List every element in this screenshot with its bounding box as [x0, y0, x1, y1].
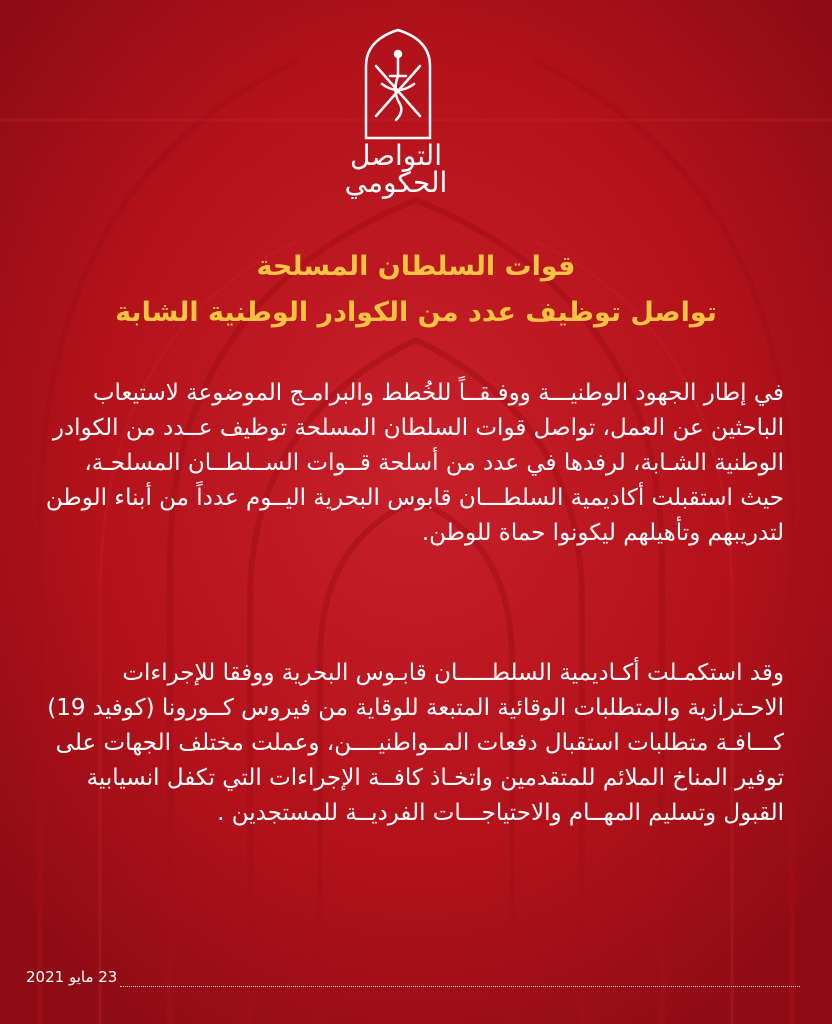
brand-name-line2: الحكومي	[344, 166, 448, 199]
headline-line1: قوات السلطان المسلحة	[256, 251, 576, 282]
oman-khanjar-emblem-icon	[362, 26, 434, 142]
brand-name-line1: التواصل	[350, 139, 442, 172]
footer-divider	[120, 986, 800, 987]
headline-line2: تواصل توظيف عدد من الكوادر الوطنية الشابة	[115, 297, 717, 328]
body-paragraph-1: في إطار الجهود الوطنيـــة ووفـقــاً للخُطط والبرامـج الموضوعة لاستيعاب الباحثين عن العمل، تواصل قوات السلطان المسلحة توظيف عــدد من الكوادر الوطنية الشـابة، لرفدها في عدد من أسلحة قــوات الســلطــان المسلحـة، حيث استقبلت أكاديمية السلطـــان قابوس البحرية اليــوم عدداً من أبناء الوطن لتدريبهم وتأهيلهم ليكونوا حماة للوطن.	[45, 380, 784, 546]
brand-wordmark	[316, 139, 476, 199]
body-paragraph-2: وقد استكمـلت أكـاديمية السلطـــــان قابـوس البحرية ووفقا للإجراءات الاحـترازية والمتطلبات الوقائية المتبعة للوقاية من فيروس كــورونا (كوفيد 19) كـــافـة متطلبات استقبال دفعات المــواطنيــــن، وعملت مختلف الجهات على توفير المناخ الملائم للمتقدمين واتخـاذ كافــة الإجراءات التي تكفل انسيابية القبول وتسليم المهــام والاحتياجـــات الفرديــة للمستجدين .	[47, 660, 784, 826]
publish-date: 23 مايو 2021	[26, 968, 118, 986]
headline	[40, 244, 792, 336]
